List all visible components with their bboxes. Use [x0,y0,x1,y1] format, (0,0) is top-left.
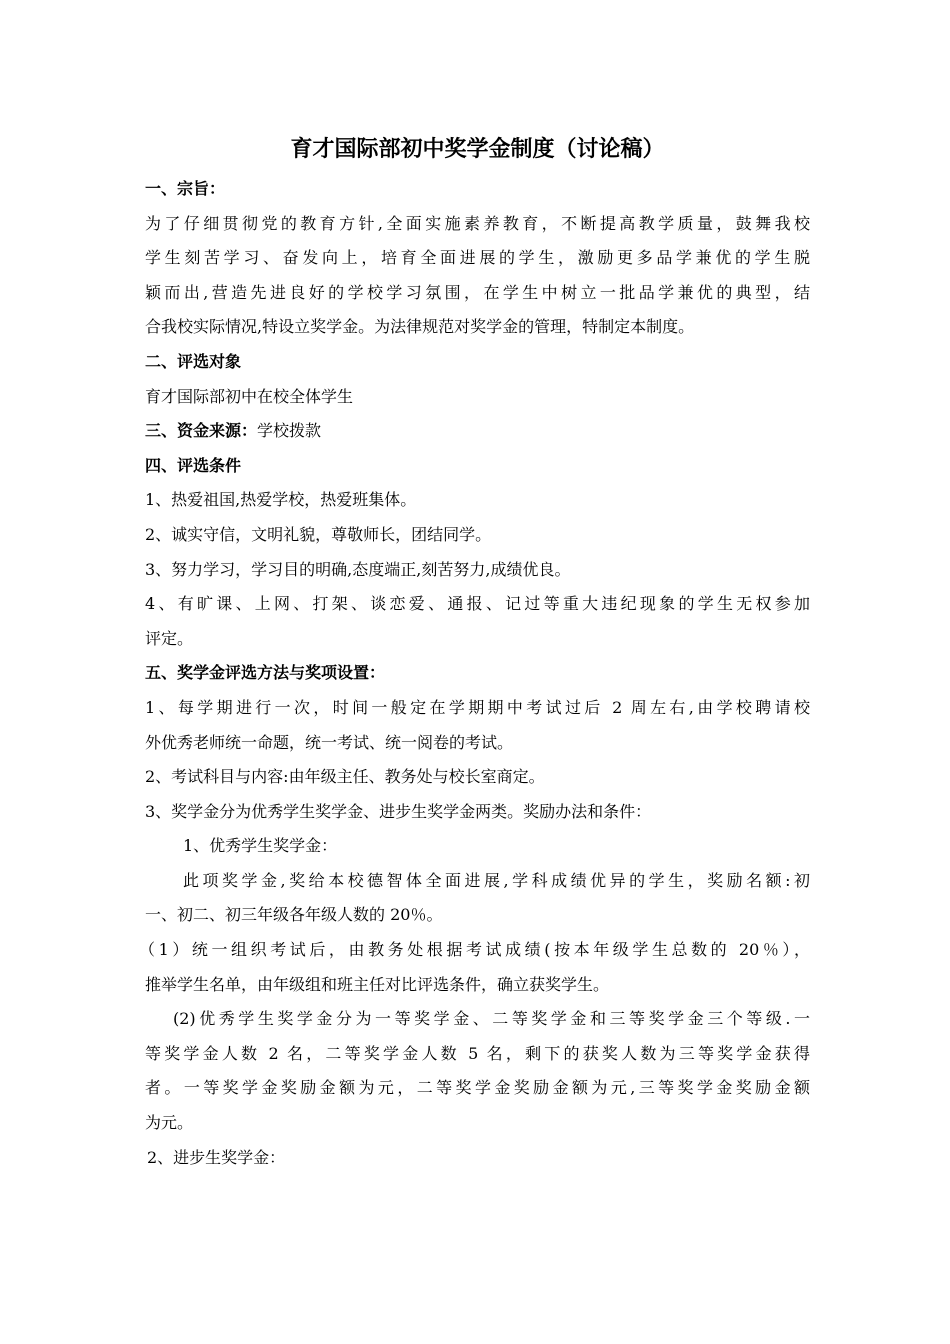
list-item: 1、每学期进行一次，时间一般定在学期期中考试过后 2 周左右,由学校聘请校 [145,697,810,717]
list-item-continuation: 评定。 [145,628,194,648]
paragraph-line: （1）统一组织考试后，由教务处根据考试成绩(按本年级学生总数的 20％）， [139,940,810,960]
paragraph-line: 颖而出,营造先进良好的学校学习氛围，在学生中树立一批品学兼优的典型，结 [145,282,810,302]
subsection-heading-excellence: 1、优秀学生奖学金： [183,836,338,856]
paragraph-line: 者。一等奖学金奖励金额为元，二等奖学金奖励金额为元,三等奖学金奖励金额 [145,1078,810,1098]
document-body [139,128,810,1175]
paragraph-line: (2)优秀学生奖学金分为一等奖学金、二等奖学金和三等奖学金三个等级.一 [173,1009,810,1029]
heading-label: 三、资金来源： [145,421,258,441]
paragraph-line: 为元。 [145,1113,194,1133]
list-item: 4、有旷课、上网、打架、谈恋爱、通报、记过等重大违纪现象的学生无权参加 [145,594,810,614]
list-item: 3、努力学习，学习目的明确,态度端正,刻苦努力,成绩优良。 [145,559,571,579]
paragraph-line: 此项奖学金,奖给本校德智体全面进展,学科成绩优异的学生，奖励名额:初 [183,870,810,890]
document-title: 育才国际部初中奖学金制度（讨论稿） [290,137,665,162]
section-heading-method: 五、奖学金评选方法与奖项设置： [145,663,386,683]
paragraph-line: 等奖学金人数 2 名，二等奖学金人数 5 名，剩下的获奖人数为三等奖学金获得 [145,1043,810,1063]
section-heading-eligibility: 二、评选对象 [145,351,242,371]
section-heading-criteria: 四、评选条件 [145,455,242,475]
list-item: 2、诚实守信，文明礼貌，尊敬师长，团结同学。 [145,524,492,544]
list-item: 1、热爱祖国,热爱学校，热爱班集体。 [145,490,417,510]
heading-value: 学校拨款 [257,421,322,441]
subsection-heading-progress: 2、进步生奖学金： [147,1147,286,1167]
paragraph-line: 推举学生名单，由年级组和班主任对比评选条件，确立获奖学生。 [145,974,610,994]
paragraph-line: 合我校实际情况,特设立奖学金。为法律规范对奖学金的管理，特制定本制度。 [145,317,695,337]
list-item: 2、考试科目与内容:由年级主任、教务处与校长室商定。 [145,767,545,787]
paragraph-line: 一、初二、初三年级各年级人数的 20％。 [145,905,443,925]
paragraph-line: 育才国际部初中在校全体学生 [145,386,354,406]
list-item: 3、奖学金分为优秀学生奖学金、进步生奖学金两类。奖励办法和条件： [145,801,652,821]
section-heading-funding [145,414,810,449]
list-item-continuation: 外优秀老师统一命题，统一考试、统一阅卷的考试。 [145,732,514,752]
section-heading-purpose: 一、宗旨： [145,179,226,198]
paragraph-line: 学生刻苦学习、奋发向上，培育全面进展的学生，激励更多品学兼优的学生脱 [145,248,810,268]
paragraph-line: 为了仔细贯彻党的教育方针,全面实施素养教育，不断提高教学质量，鼓舞我校 [145,213,810,233]
